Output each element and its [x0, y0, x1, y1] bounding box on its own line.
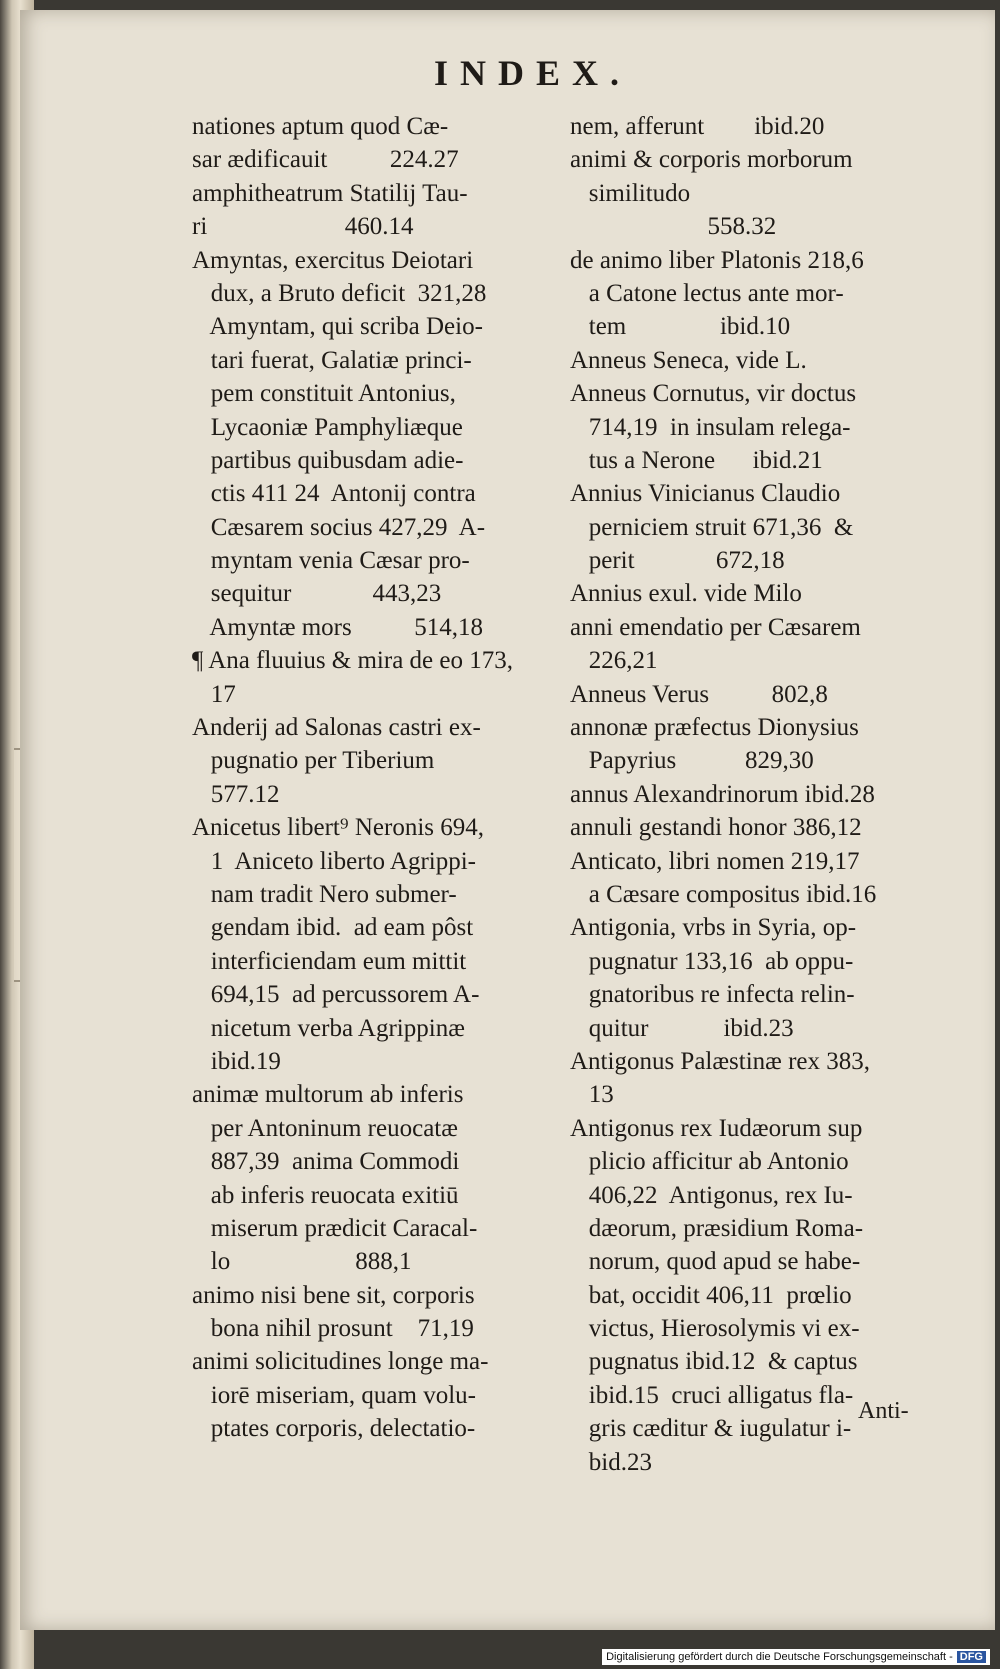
index-line: Antigonus Palæstinæ rex 383, [570, 1047, 871, 1075]
index-line: perit 672,18 [570, 547, 785, 575]
right-index-column [570, 110, 918, 1479]
index-line: 17 [192, 680, 236, 708]
index-line: pugnatio per Tiberium [192, 747, 435, 775]
index-line: 13 [570, 1081, 614, 1109]
index-line: Annius Vinicianus Claudio [570, 480, 841, 508]
index-line: de animo liber Platonis 218,6 [570, 246, 864, 274]
page-header: INDEX. [433, 53, 631, 93]
index-line: animæ multorum ab inferis [192, 1081, 464, 1109]
index-line: bid.23 [570, 1448, 652, 1476]
index-line: ¶ Ana fluuius & mira de eo 173, [192, 647, 513, 675]
index-line: quitur ibid.23 [570, 1014, 794, 1042]
index-line: ptates corporis, delectatio- [192, 1415, 476, 1443]
index-line: bona nihil prosunt 71,19 [192, 1315, 474, 1343]
index-line: sequitur 443,23 [192, 580, 442, 608]
index-line: Antigonus rex Iudæorum sup [570, 1114, 863, 1142]
index-line: annonæ præfectus Dionysius [570, 714, 859, 742]
index-line: 694,15 ad percussorem A- [192, 981, 480, 1009]
index-line: 226,21 [570, 647, 658, 675]
index-line: perniciem struit 671,36 & [570, 513, 854, 541]
index-line: Anderij ad Salonas castri ex- [192, 714, 481, 742]
index-line: a Cæsare compositus ibid.16 [570, 880, 877, 908]
book-page [20, 10, 995, 1630]
index-line: ibid.19 [192, 1047, 281, 1075]
index-line: animi solicitudines longe ma- [192, 1348, 489, 1376]
index-line: 1 Aniceto liberto Agrippi- [192, 847, 476, 875]
index-line: pugnatur 133,16 ab oppu- [570, 947, 854, 975]
index-line: dux, a Bruto deficit 321,28 [192, 279, 487, 307]
index-line: ctis 411 24 Antonij contra [192, 480, 476, 508]
index-line: similitudo [570, 179, 691, 207]
index-line: gris cæditur & iugulatur i- [570, 1415, 852, 1443]
index-line: Amyntam, qui scriba Deio- [192, 313, 483, 341]
index-line: pugnatus ibid.12 & captus [570, 1348, 858, 1376]
index-line: gnatoribus re infecta relin- [570, 981, 855, 1009]
index-line: myntam venia Cæsar pro- [192, 547, 470, 575]
index-line: per Antoninum reuocatæ [192, 1114, 458, 1142]
index-line: miserum prædicit Caracal- [192, 1214, 478, 1242]
footer-text: Digitalisierung gefördert durch die Deutsche Forschungsgemeinschaft - [606, 1651, 953, 1663]
index-line: plicio afficitur ab Antonio [570, 1148, 849, 1176]
index-line: Anicetus libert⁹ Neronis 694, [192, 814, 484, 842]
index-line: 406,22 Antigonus, rex Iu- [570, 1181, 853, 1209]
index-line: gendam ibid. ad eam pôst [192, 914, 474, 942]
index-line: 887,39 anima Commodi [192, 1148, 460, 1176]
index-line: ri 460.14 [192, 213, 414, 241]
left-index-column [192, 110, 542, 1446]
index-line: nationes aptum quod Cæ- [192, 113, 449, 140]
index-line: lo 888,1 [192, 1248, 412, 1276]
index-line: anni emendatio per Cæsarem [570, 613, 861, 641]
index-line: iorē miseriam, quam volu- [192, 1381, 476, 1409]
index-line: annuli gestandi honor 386,12 [570, 814, 862, 842]
index-line: Amyntæ mors 514,18 [192, 613, 483, 641]
index-line: Anneus Verus 802,8 [570, 680, 828, 708]
index-line: Papyrius 829,30 [570, 747, 814, 775]
index-line: partibus quibusdam adie- [192, 446, 464, 474]
index-line: animo nisi bene sit, corporis [192, 1281, 475, 1309]
index-line: Annius exul. vide Milo [570, 580, 802, 608]
index-line: 558.32 [570, 213, 777, 241]
index-line: nicetum verba Agrippinæ [192, 1014, 465, 1042]
index-line: ibid.15 cruci alligatus fla- [570, 1381, 854, 1409]
dfg-logo: DFG [957, 1651, 986, 1663]
index-line: victus, Hierosolymis vi ex- [570, 1315, 860, 1343]
index-line: annus Alexandrinorum ibid.28 [570, 780, 875, 808]
index-line: pem constituit Antonius, [192, 380, 456, 408]
index-line: interficiendam eum mittit [192, 947, 467, 975]
digitization-footer [602, 1649, 990, 1665]
index-line: Anticato, libri nomen 219,17 [570, 847, 860, 875]
index-line: nem, afferunt ibid.20 [570, 113, 825, 140]
index-line: tem ibid.10 [570, 313, 791, 341]
index-line: 577.12 [192, 780, 280, 808]
catchword: Anti- [858, 1398, 909, 1424]
index-line: tari fuerat, Galatiæ princi- [192, 346, 472, 374]
index-line: a Catone lectus ante mor- [570, 279, 844, 307]
index-line: Cæsarem socius 427,29 A- [192, 513, 486, 541]
index-line: nam tradit Nero submer- [192, 880, 457, 908]
index-line: ab inferis reuocata exitiū [192, 1181, 459, 1209]
index-line: dæorum, præsidium Roma- [570, 1214, 864, 1242]
index-line: Antigonia, vrbs in Syria, op- [570, 914, 857, 942]
index-line: animi & corporis morborum [570, 146, 853, 174]
index-line: amphitheatrum Statilij Tau- [192, 179, 468, 207]
index-line: sar ædificauit 224.27 [192, 146, 459, 174]
index-line: bat, occidit 406,11 prœlio [570, 1281, 852, 1309]
index-line: Amyntas, exercitus Deiotari [192, 246, 474, 274]
index-line: Anneus Cornutus, vir doctus [570, 380, 857, 408]
index-line: Anneus Seneca, vide L. [570, 346, 807, 374]
index-line: 714,19 in insulam relega- [570, 413, 851, 441]
index-line: norum, quod apud se habe- [570, 1248, 861, 1276]
index-line: Lycaoniæ Pamphyliæque [192, 413, 463, 441]
index-line: tus a Nerone ibid.21 [570, 446, 823, 474]
